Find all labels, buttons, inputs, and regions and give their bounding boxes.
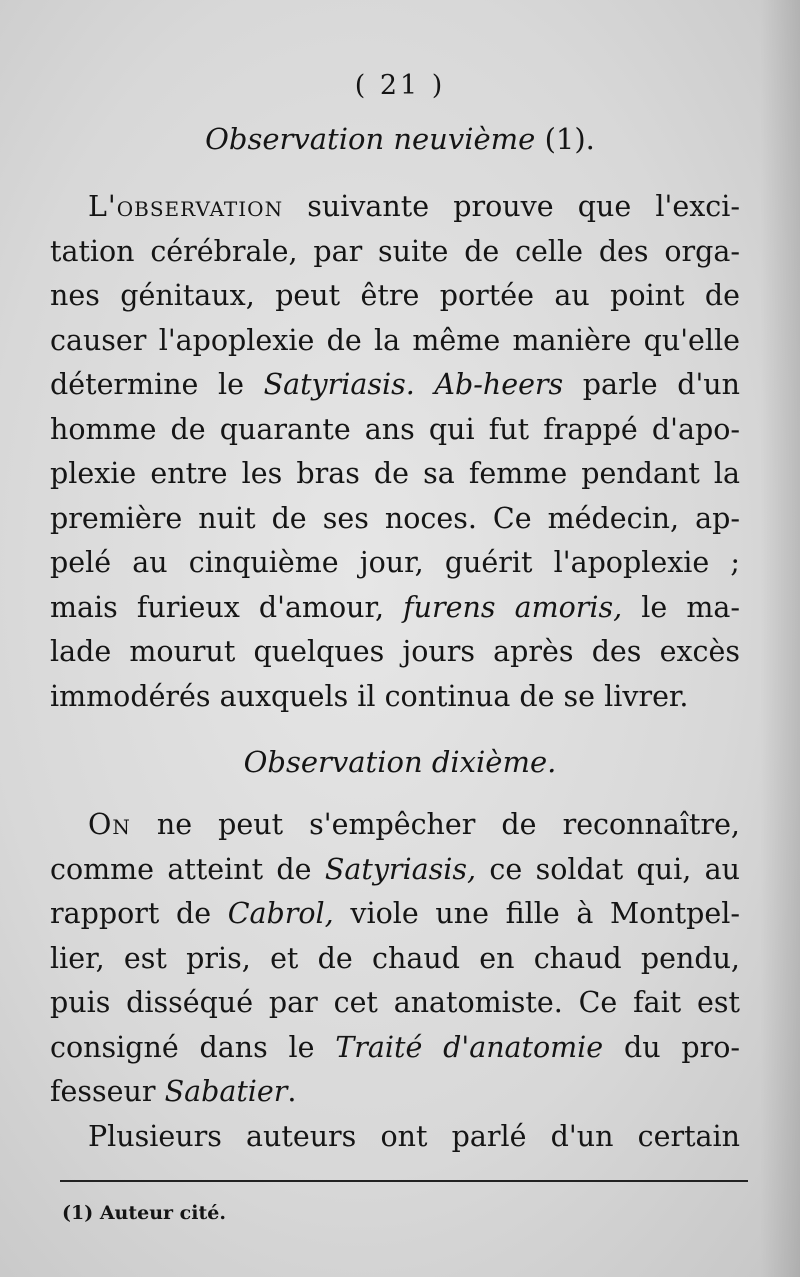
lead-word: On: [88, 808, 131, 841]
text-line: consigné dans le Traité d'anatomie du pro-: [50, 1030, 740, 1064]
lead-word: L'observation: [88, 190, 284, 223]
paragraph-observation-10: [50, 803, 740, 1115]
text-line: homme de quarante ans qui fut frappé d'apo-: [50, 412, 740, 446]
text-line: première nuit de ses noces. Ce médecin, ap-: [50, 501, 740, 535]
text-line: Plusieurs auteurs ont parlé d'un certain: [88, 1120, 740, 1153]
text-line: On ne peut s'empêcher de reconnaître,: [88, 808, 740, 841]
text-line: causer l'apoplexie de la même manière qu'elle: [50, 323, 740, 357]
text-line: pelé au cinquième jour, guérit l'apoplexie ;: [50, 546, 740, 579]
text-line: fesseur Sabatier.: [50, 1075, 297, 1108]
text-line: L'observation suivante prouve que l'exci-: [88, 190, 740, 223]
footnote-rule: [60, 1180, 748, 1182]
paragraph-continuation: [50, 1115, 740, 1160]
text-line: détermine le Satyriasis. Ab-heers parle d'un: [50, 368, 740, 401]
heading-observation-10: [0, 745, 800, 779]
text-line: tation cérébrale, par suite de celle des orga-: [50, 234, 740, 268]
text-line: plexie entre les bras de sa femme pendant la: [50, 457, 740, 490]
text-line: lade mourut quelques jours après des excès: [50, 635, 740, 668]
text-line: lier, est pris, et de chaud en chaud pendu,: [50, 941, 740, 975]
text-line: comme atteint de Satyriasis, ce soldat qui, au: [50, 852, 740, 886]
footnote-reference: (1).: [544, 122, 595, 156]
paragraph-observation-9: [50, 185, 740, 719]
text-line: immodérés auxquels il continua de se livrer.: [50, 679, 689, 713]
page-number: ( 21 ): [354, 70, 446, 101]
heading-title: Observation neuvième: [205, 122, 536, 156]
text-line: puis disséqué par cet anatomiste. Ce fait est: [50, 986, 740, 1019]
heading-observation-9: [0, 122, 800, 156]
text-line: nes génitaux, peut être portée au point de: [50, 279, 740, 312]
footnote: (1) Auteur cité.: [62, 1202, 226, 1224]
text-line: mais furieux d'amour, furens amoris, le ma-: [50, 590, 740, 624]
text-line: rapport de Cabrol, viole une fille à Montpel-: [50, 897, 740, 930]
page-edge-shadow: [760, 0, 800, 1277]
heading-title: Observation dixième.: [243, 745, 557, 779]
